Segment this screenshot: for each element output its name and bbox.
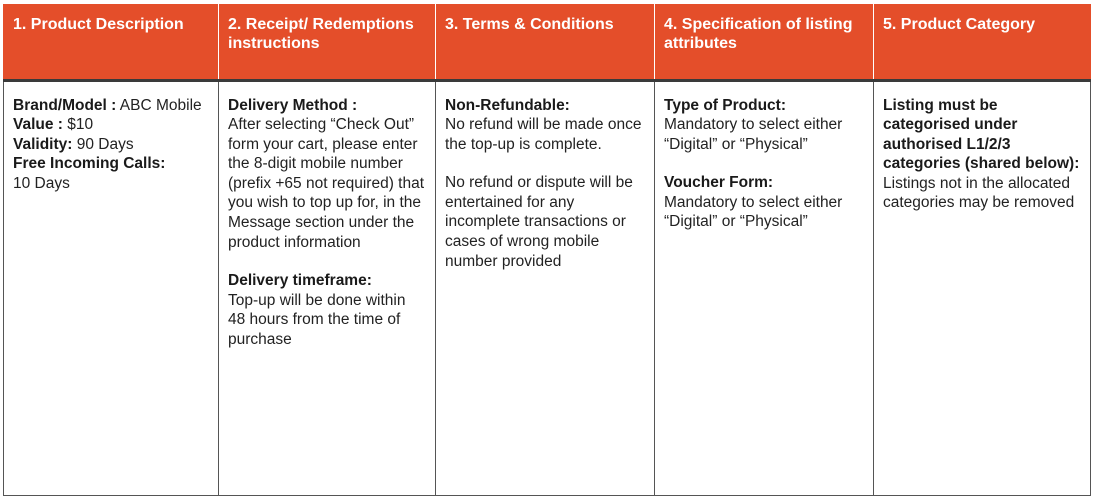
delivery-method-text: After selecting “Check Out” form your cart, please enter the 8-digit mobile number (prefix +65 not required) that you wish to top up for, in the Message section under the product information bbox=[228, 116, 425, 251]
table-body bbox=[4, 80, 1091, 496]
delivery-timeframe-label: Delivery timeframe: bbox=[228, 272, 372, 290]
voucher-form-label: Voucher Form: bbox=[664, 174, 774, 192]
header-product-category: 5. Product Category bbox=[874, 4, 1091, 80]
product-listing-table bbox=[3, 4, 1091, 496]
brand-label: Brand/Model : bbox=[13, 96, 117, 114]
header-row bbox=[4, 4, 1091, 80]
non-refundable-text: No refund will be made once the top-up is complete. bbox=[445, 116, 642, 153]
brand-value: ABC Mobile bbox=[116, 96, 202, 114]
cell-product-category bbox=[874, 80, 1091, 496]
delivery-method-label: Delivery Method : bbox=[228, 96, 358, 114]
category-rule-text: Listings not in the allocated categories may be removed bbox=[883, 174, 1075, 212]
type-of-product-label: Type of Product: bbox=[664, 96, 786, 114]
voucher-form-text: Mandatory to select either “Digital” or “Physical” bbox=[664, 193, 843, 231]
header-product-description: 1. Product Description bbox=[4, 4, 219, 80]
type-of-product-text: Mandatory to select either “Digital” or “Physical” bbox=[664, 116, 843, 153]
dispute-text: No refund or dispute will be entertained for any incomplete transactions or cases of wrong mobile number provided bbox=[445, 174, 633, 270]
cell-receipt-instructions bbox=[219, 80, 436, 496]
table-row bbox=[4, 80, 1091, 496]
category-rule-label: Listing must be categorised under authorised L1/2/3 categories (shared below): bbox=[883, 96, 1080, 173]
table-header bbox=[4, 4, 1091, 80]
free-calls-value: 10 Days bbox=[13, 174, 70, 192]
value-value: $10 bbox=[62, 116, 94, 134]
value-label: Value : bbox=[13, 116, 63, 134]
cell-terms-conditions bbox=[436, 80, 655, 496]
validity-label: Validity: bbox=[13, 135, 73, 153]
cell-listing-attributes bbox=[655, 80, 874, 496]
non-refundable-label: Non-Refundable: bbox=[445, 96, 570, 114]
header-listing-attributes: 4. Specification of listing attributes bbox=[655, 4, 874, 80]
cell-product-description bbox=[4, 80, 219, 496]
header-receipt-instructions: 2. Receipt/ Redemptions instructions bbox=[219, 4, 436, 80]
validity-value: 90 Days bbox=[72, 135, 134, 153]
header-terms-conditions: 3. Terms & Conditions bbox=[436, 4, 655, 80]
delivery-timeframe-text: Top-up will be done within 48 hours from the time of purchase bbox=[228, 291, 406, 349]
free-calls-label: Free Incoming Calls: bbox=[13, 155, 166, 173]
